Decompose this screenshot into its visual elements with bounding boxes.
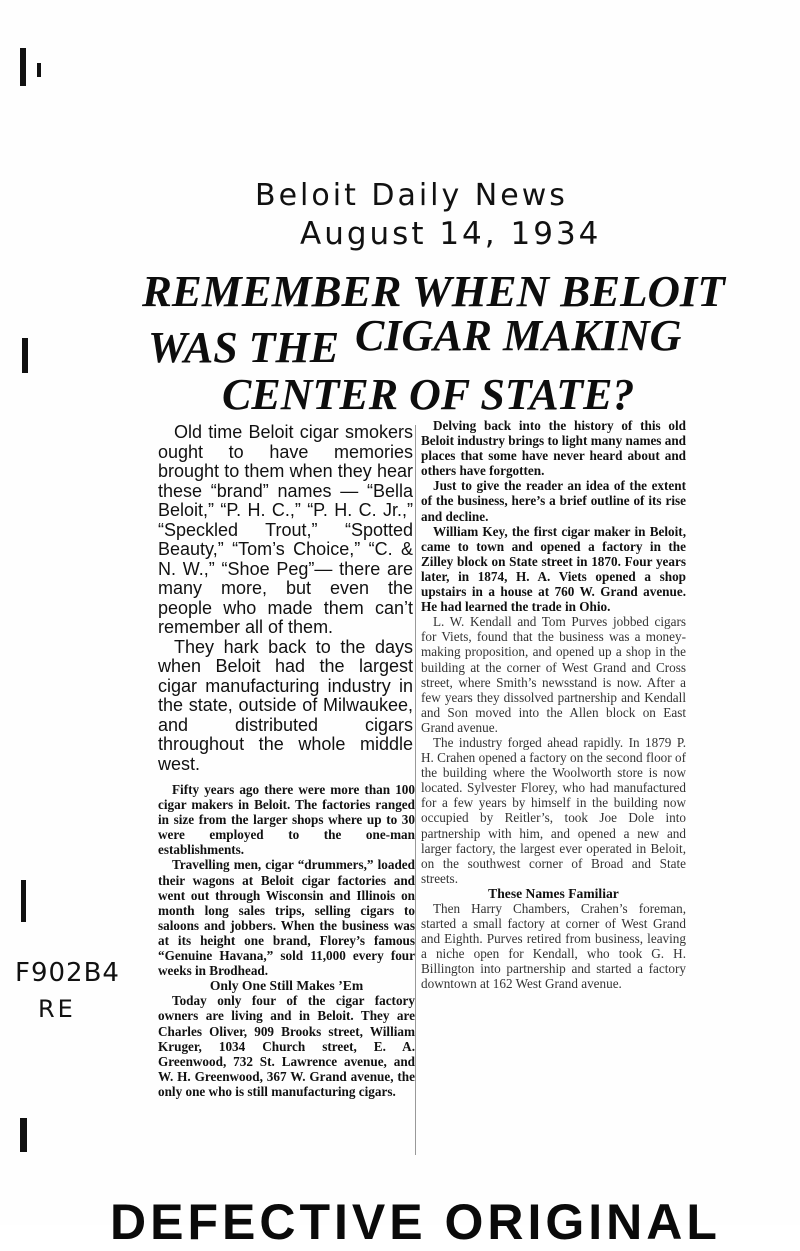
scan-mark — [20, 1118, 27, 1152]
lead-paragraph-1: Old time Beloit cigar smokers ought to have memories brought to them when they hear these “brand” names — “Bella Beloit,” “P. H. C.,” “P. H. C. Jr.,” “Speckled Trout,” “Spotted Beauty,” “Tom’s Choice,” “C. & N. W.,” “Shoe Peg”— there are many more, but even the people who made them can’t remember all of them. — [158, 422, 413, 637]
column-divider — [415, 425, 416, 1155]
handwritten-date: August 14, 1934 — [300, 216, 602, 252]
right-body-column — [421, 418, 686, 992]
handwritten-source: Beloit Daily News — [255, 178, 568, 213]
body-paragraph: L. W. Kendall and Tom Purves jobbed cigars for Viets, found that the business was a money-making proposition, and opened up a shop in the building at the corner of West Grand and Cross street, where Smith’s newsstand is now. After a few years they dissolved partnership and Kendall and Son moved into the Allen block on East Grand avenue. — [421, 614, 686, 735]
defective-original-stamp: DEFECTIVE ORIGINAL — [110, 1194, 721, 1250]
subhead: These Names Familiar — [488, 885, 619, 901]
body-paragraph: Today only four of the cigar factory owners are living and in Beloit. They are Charles Oliver, 909 Brooks street, William Kruger, 1034 Church street, E. A. Greenwood, 732 St. Lawrence avenue, and W. H. Greenwood, 367 W. Grand avenue, the only one who is still manufacturing cigars. — [158, 993, 415, 1099]
lead-column — [158, 423, 413, 774]
left-body-column — [158, 782, 415, 1099]
subhead: Only One Still Makes ’Em — [209, 978, 364, 994]
headline-line-3: CENTER OF STATE? — [222, 370, 635, 419]
scan-mark — [20, 48, 26, 86]
body-paragraph: The industry forged ahead rapidly. In 1879 P. H. Crahen opened a factory on the second floor of the building where the Woolworth store is now located. Sylvester Florey, who had manufactured for a few years by himself in the building now occupied by Reitler’s, took Joe Dole into partnership with him, and opened a new and larger factory, the largest ever operated in Beloit, on the southwest corner of Broad and State streets. — [421, 734, 686, 886]
body-paragraph: Then Harry Chambers, Crahen’s foreman, started a small factory at corner of West Grand and Eighth. Purves retired from business, leaving a niche open for Kendall, who took G. H. Billington into partnership and started a factory downtown at 162 West Grand avenue. — [421, 901, 686, 992]
headline-line-1: REMEMBER WHEN BELOIT — [142, 267, 725, 316]
body-paragraph: Fifty years ago there were more than 100 cigar makers in Beloit. The factories ranged in size from the larger shops where up to 30 were employed to the one-man establishments. — [158, 782, 415, 858]
scan-mark — [22, 338, 28, 373]
body-paragraph: William Key, the first cigar maker in Beloit, came to town and opened a factory in the Zilley block on State street in 1870. Four years later, in 1874, H. A. Viets opened a shop upstairs in a house at 760 W. Grand avenue. He had learned the trade in Ohio. — [421, 523, 686, 615]
scan-mark — [21, 880, 26, 922]
lead-paragraph-2: They hark back to the days when Beloit had the largest cigar manufacturing industry in the state, outside of Milwaukee, and distributed cigars throughout the whole middle west. — [158, 636, 413, 774]
body-paragraph: Just to give the reader an idea of the extent of the business, here’s a brief outline of its rise and decline. — [421, 478, 686, 524]
handwritten-archive-code-2: RE — [38, 995, 76, 1023]
body-paragraph: Travelling men, cigar “drummers,” loaded their wagons at Beloit cigar factories and went out through Wisconsin and Illinois on month long sales trips, selling cigars to saloons and jobbers. When the business was at its height one brand, Florey’s famous “Genuine Havana,” sold 11,000 every four weeks in Brodhead. — [158, 857, 415, 979]
headline-line-2a: WAS THE — [148, 323, 340, 372]
body-paragraph: Delving back into the history of this old Beloit industry brings to light many names and places that some have never heard about and others have forgotten. — [421, 418, 686, 479]
handwritten-archive-code: F902B4 — [15, 958, 120, 988]
headline-line-2b: CIGAR MAKING — [355, 311, 682, 360]
scan-mark — [37, 63, 41, 77]
